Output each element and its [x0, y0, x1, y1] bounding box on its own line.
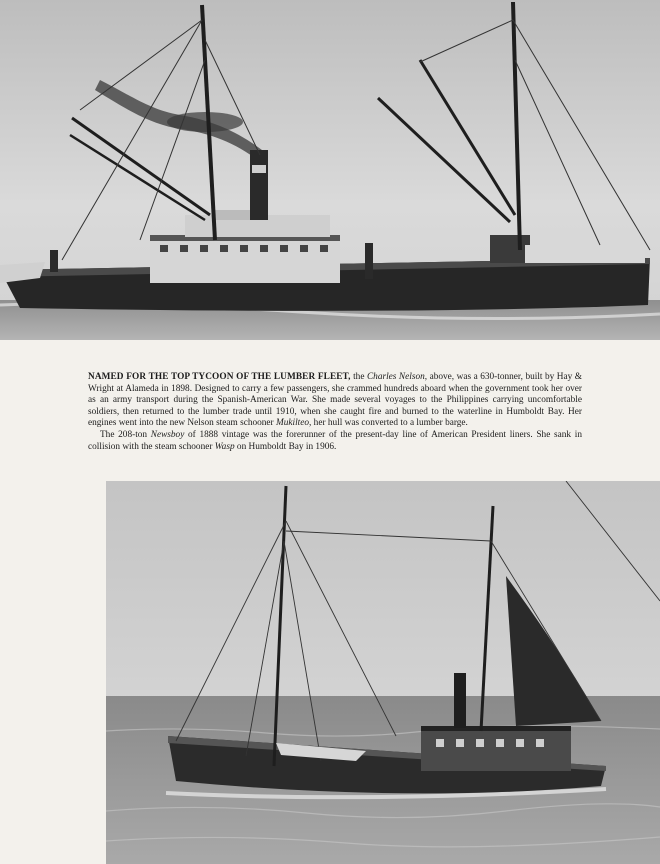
ship-name: Mukilteo, — [275, 418, 312, 429]
caption-text: her hull was converted to a lumber barge. — [311, 418, 468, 429]
caption-paragraph-2 — [88, 430, 582, 453]
ship-name: Charles Nelson, — [366, 372, 428, 382]
caption-text: above, was a 630-tonner, built by Hay & Wright at Alameda in 1898. Designed to carry a few passengers, she crammed hundreds aboard when the government took her over as an army transport during the Spanish-American War. She made several voyages to the Philippines carrying uncomfortable soldiers, then returned to the lumber trade until 1910, when she caught fire and burned to the waterline in Humboldt Bay. Her engines went into the new Nelson steam schooner — [88, 372, 583, 429]
caption-text: The 208-ton — [100, 429, 151, 440]
ship-name: Wasp — [214, 441, 235, 452]
ship-name: Newsboy — [150, 429, 185, 440]
photo-charles-nelson — [0, 0, 660, 340]
photo-newsboy — [106, 481, 660, 864]
caption-lead: NAMED FOR THE TOP TYCOON OF THE LUMBER FLEET, — [88, 372, 351, 382]
caption-text: of 1888 vintage was the forerunner of the present-day line of American President liners. She sank in collision with the steam schooner — [88, 429, 582, 452]
photo-caption — [88, 372, 582, 453]
caption-paragraph-1 — [88, 372, 582, 430]
caption-text: the — [350, 372, 367, 382]
caption-text: on Humboldt Bay in 1906. — [234, 441, 337, 452]
